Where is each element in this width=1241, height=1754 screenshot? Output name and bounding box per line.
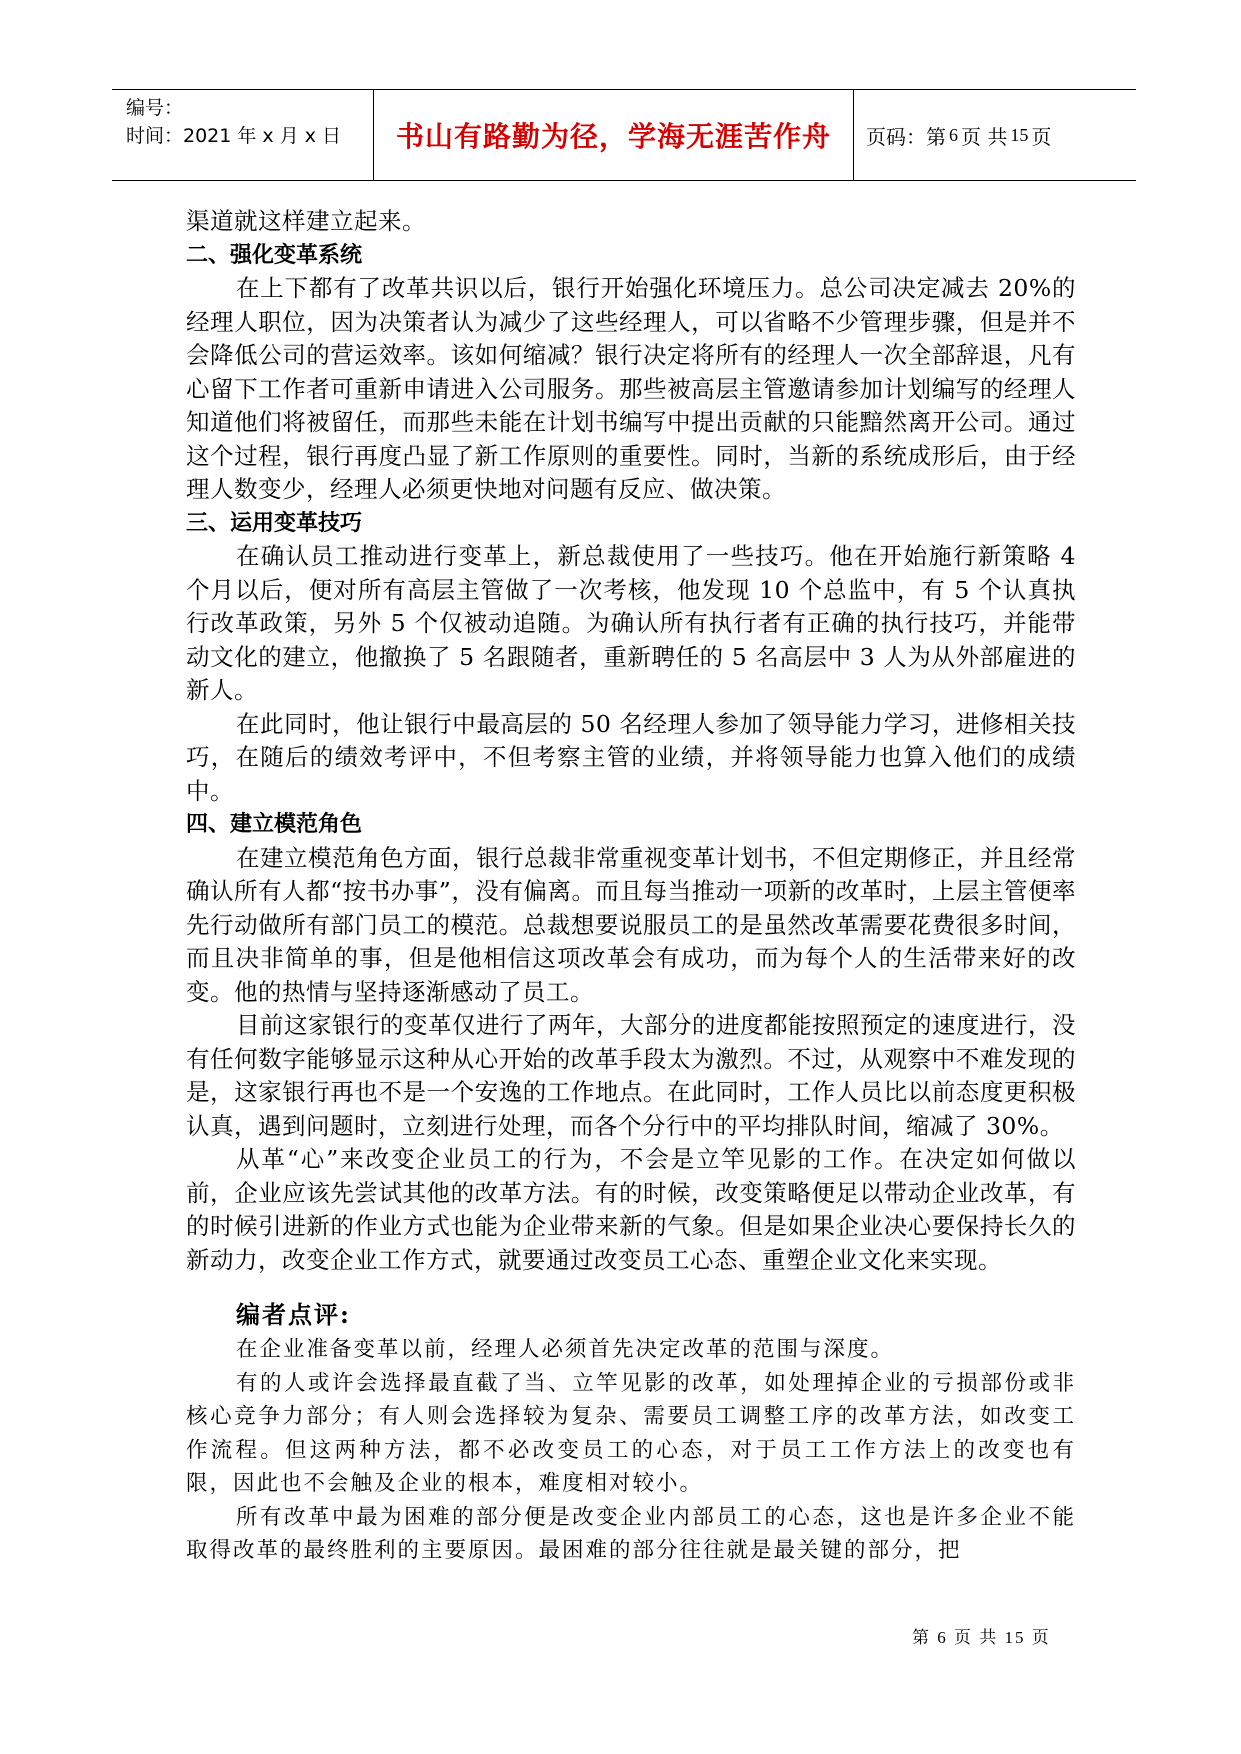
section-heading: 二、强化变革系统 <box>186 242 363 268</box>
page-prefix: 页码：第 <box>866 124 946 149</box>
paragraph: 在建立模范角色方面，银行总裁非常重视变革计划书，不但定期修正，并且经常确认所有人都“按书办事”，没有偏离。而且每当推动一项新的改革时，上层主管便率先行动做所有部门员工的模范。总裁想要说服员工的是虽然改革需要花费很多时间，而且决非简单的事，但是他相信这项改革会有成功，而为每个人的生活带来好的改变。他的热情与坚持逐渐感动了员工。 <box>186 843 1076 1006</box>
paragraph: 目前这家银行的变革仅进行了两年，大部分的进度都能按照预定的速度进行，没有任何数字能够显示这种从心开始的改革手段太为激烈。不过，从观察中不难发现的是，这家银行再也不是一个安逸的工作地点。在此同时，工作人员比以前态度更积极认真，遇到问题时，立刻进行处理，而各个分行中的平均排队时间，缩减了 30%。 <box>186 1011 1076 1140</box>
main-content <box>186 205 1076 1568</box>
comment-title: 编者点评: <box>236 1300 351 1329</box>
section-heading: 四、建立模范角色 <box>186 812 363 837</box>
page-suffix: 页 <box>1031 124 1052 149</box>
comment-paragraph: 所有改革中最为困难的部分便是改变企业内部员工的心态，这也是许多企业不能取得改革的最终胜利的主要原因。最困难的部分往往就是最关键的部分，把 <box>186 1504 1076 1563</box>
comment-paragraph: 在企业准备变革以前，经理人必须首先决定改革的范围与深度。 <box>236 1337 895 1362</box>
page-current: 6 <box>949 124 958 145</box>
header-page-info <box>854 90 1136 180</box>
page-total: 15 <box>1010 124 1029 145</box>
document-date: 时间：2021 年 x 月 x 日 <box>126 125 342 147</box>
page-mid: 页 共 <box>961 124 1008 149</box>
page-header <box>112 89 1136 181</box>
section-heading: 三、运用变革技巧 <box>186 510 363 536</box>
paragraph: 从革“心”来改变企业员工的行为，不会是立竿见影的工作。在决定如何做以前，企业应该先尝试其他的改革方法。有的时候，改变策略便足以带动企业改革，有的时候引进新的作业方式也能为企业带来新的气象。但是如果企业决心要保持长久的新动力，改变企业工作方式，就要通过改变员工心态、重塑企业文化来实现。 <box>186 1145 1076 1274</box>
editor-comment <box>186 1297 1076 1568</box>
comment-paragraph: 有的人或许会选择最直截了当、立竿见影的改革，如处理掉企业的亏损部份或非核心竞争力部分；有人则会选择较为复杂、需要员工调整工序的改革方法，如改变工作流程。但这两种方法，都不必改变员工的心态，对于员工工作方法上的改变也有限，因此也不会触及企业的根本，难度相对较小。 <box>186 1370 1076 1496</box>
paragraph: 在此同时，他让银行中最高层的 50 名经理人参加了领导能力学习，进修相关技巧，在随后的绩效考评中，不但考察主管的业绩，并将领导能力也算入他们的成绩中。 <box>186 709 1076 805</box>
paragraph: 在确认员工推动进行变革上，新总裁使用了一些技巧。他在开始施行新策略 4 个月以后，便对所有高层主管做了一次考核，他发现 10 个总监中，有 5 个认真执行改革政策，另外 5 个仅被动追随。为确认所有执行者有正确的执行技巧，并能带动文化的建立，他撤换了 5 名跟随者，重新聘任的 5 名高层中 3 人为从外部雇进的新人。 <box>186 542 1076 704</box>
paragraph: 渠道就这样建立起来。 <box>186 207 426 235</box>
page-footer: 第 6 页 共 15 页 <box>912 1628 1051 1647</box>
header-motto: 书山有路勤为径，学海无涯苦作舟 <box>374 90 854 180</box>
header-meta <box>112 90 374 180</box>
document-number: 编号： <box>126 97 184 119</box>
paragraph: 在上下都有了改革共识以后，银行开始强化环境压力。总公司决定减去 20%的经理人职位，因为决策者认为减少了这些经理人，可以省略不少管理步骤，但是并不会降低公司的营运效率。该如何缩减？银行决定将所有的经理人一次全部辞退，凡有心留下工作者可重新申请进入公司服务。那些被高层主管邀请参加计划编写的经理人知道他们将被留任，而那些未能在计划书编写中提出贡献的只能黯然离开公司。通过这个过程，银行再度凸显了新工作原则的重要性。同时，当新的系统成形后，由于经理人数变少，经理人必须更快地对问题有反应、做决策。 <box>186 274 1076 503</box>
